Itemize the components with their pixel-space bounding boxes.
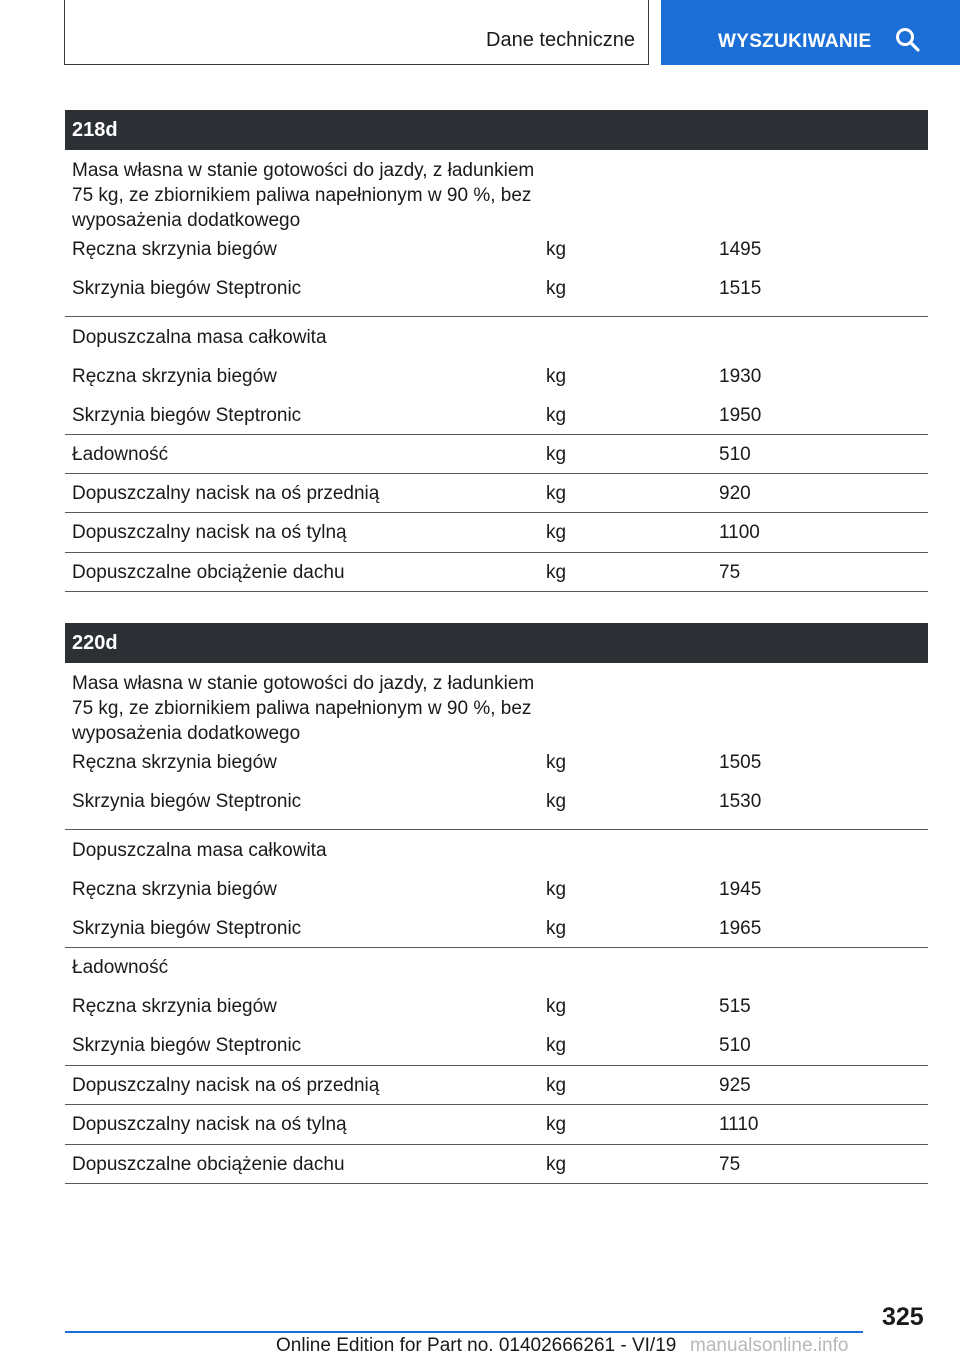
row-label: Dopuszczalny nacisk na oś przednią: [72, 1075, 380, 1096]
row-label: Ładowność: [72, 444, 169, 465]
row-label: Dopuszczalny nacisk na oś tylną: [72, 1114, 347, 1135]
table-row: [65, 948, 928, 987]
table-row: [65, 553, 928, 592]
row-value: 1945: [719, 879, 762, 900]
table-row: [65, 1066, 928, 1105]
table-row: [65, 987, 928, 1026]
table-row: [65, 752, 928, 791]
row-label: Masa własna w stanie gotowości do jazdy, z ładunkiem 75 kg, ze zbiornikiem paliwa napełnionym w 90 %, bez wyposażenia dodatkowego: [72, 160, 535, 231]
table-row: [65, 356, 928, 395]
row-value: 1100: [719, 522, 760, 543]
row-value: 925: [719, 1075, 751, 1096]
table-row: [65, 474, 928, 513]
spec-section-220d: [65, 623, 928, 1184]
table-row: [65, 791, 928, 830]
row-unit: kg: [546, 996, 567, 1017]
row-label: Dopuszczalny nacisk na oś przednią: [72, 483, 380, 504]
row-label: Ręczna skrzynia biegów: [72, 366, 277, 387]
row-unit: kg: [546, 918, 567, 939]
search-button-label: WYSZUKIWANIE: [718, 31, 872, 52]
table-row: [65, 278, 928, 317]
row-unit: kg: [546, 239, 567, 260]
row-label: Ręczna skrzynia biegów: [72, 752, 277, 773]
row-label: Ładowność: [72, 957, 169, 978]
table-row: [65, 1105, 928, 1145]
row-unit: kg: [546, 752, 567, 773]
table-row: [65, 435, 928, 474]
row-unit: kg: [546, 483, 567, 504]
section-title: 218d: [65, 110, 928, 150]
row-value: 75: [719, 562, 741, 583]
table-row: [65, 150, 928, 239]
row-label: Dopuszczalne obciążenie dachu: [72, 1154, 345, 1175]
header-title-box: [64, 0, 649, 65]
row-label: Skrzynia biegów Steptronic: [72, 1035, 302, 1056]
header-title: Dane techniczne: [486, 29, 635, 51]
table-row: [65, 239, 928, 278]
table-row: [65, 1026, 928, 1066]
row-value: 1950: [719, 405, 762, 426]
table-row: [65, 317, 928, 356]
table-row: [65, 1145, 928, 1184]
row-label: Ręczna skrzynia biegów: [72, 996, 277, 1017]
footer-divider: [65, 1331, 863, 1333]
table-row: [65, 395, 928, 435]
row-label: Dopuszczalny nacisk na oś tylną: [72, 522, 347, 543]
spec-section-218d: [65, 110, 928, 592]
row-unit: kg: [546, 1114, 567, 1135]
row-value: 510: [719, 444, 751, 465]
row-value: 75: [719, 1154, 741, 1175]
row-label: Ręczna skrzynia biegów: [72, 879, 277, 900]
row-unit: kg: [546, 1035, 567, 1056]
row-value: 1110: [719, 1114, 759, 1135]
row-unit: kg: [546, 879, 567, 900]
row-unit: kg: [546, 405, 567, 426]
table-row: [65, 869, 928, 908]
row-unit: kg: [546, 791, 567, 812]
row-value: 1930: [719, 366, 762, 387]
row-value: 515: [719, 996, 751, 1017]
row-label: Skrzynia biegów Steptronic: [72, 791, 302, 812]
footer-edition: Online Edition for Part no. 01402666261 - VI/19: [276, 1335, 677, 1356]
row-unit: kg: [546, 1075, 567, 1096]
row-unit: kg: [546, 278, 567, 299]
row-unit: kg: [546, 1154, 567, 1175]
row-label: Skrzynia biegów Steptronic: [72, 918, 302, 939]
row-value: 1530: [719, 791, 762, 812]
row-label: Dopuszczalna masa całkowita: [72, 840, 327, 861]
row-unit: kg: [546, 366, 567, 387]
row-label: Dopuszczalne obciążenie dachu: [72, 562, 345, 583]
row-value: 1515: [719, 278, 762, 299]
row-unit: kg: [546, 562, 567, 583]
section-title: 220d: [65, 623, 928, 663]
row-label: Skrzynia biegów Steptronic: [72, 278, 302, 299]
row-value: 920: [719, 483, 751, 504]
table-row: [65, 663, 928, 752]
row-label: Masa własna w stanie gotowości do jazdy, z ładunkiem 75 kg, ze zbiornikiem paliwa napełnionym w 90 %, bez wyposażenia dodatkowego: [72, 673, 535, 744]
search-icon: [895, 27, 921, 53]
row-value: 510: [719, 1035, 751, 1056]
table-row: [65, 830, 928, 869]
table-row: [65, 908, 928, 948]
row-value: 1495: [719, 239, 762, 260]
table-row: [65, 513, 928, 553]
row-label: Dopuszczalna masa całkowita: [72, 327, 327, 348]
search-button[interactable]: [661, 0, 960, 65]
watermark: manualsonline.info: [690, 1335, 849, 1356]
row-label: Skrzynia biegów Steptronic: [72, 405, 302, 426]
row-unit: kg: [546, 444, 567, 465]
row-label: Ręczna skrzynia biegów: [72, 239, 277, 260]
row-unit: kg: [546, 522, 567, 543]
row-value: 1505: [719, 752, 762, 773]
page-number: 325: [882, 1303, 924, 1331]
row-value: 1965: [719, 918, 762, 939]
